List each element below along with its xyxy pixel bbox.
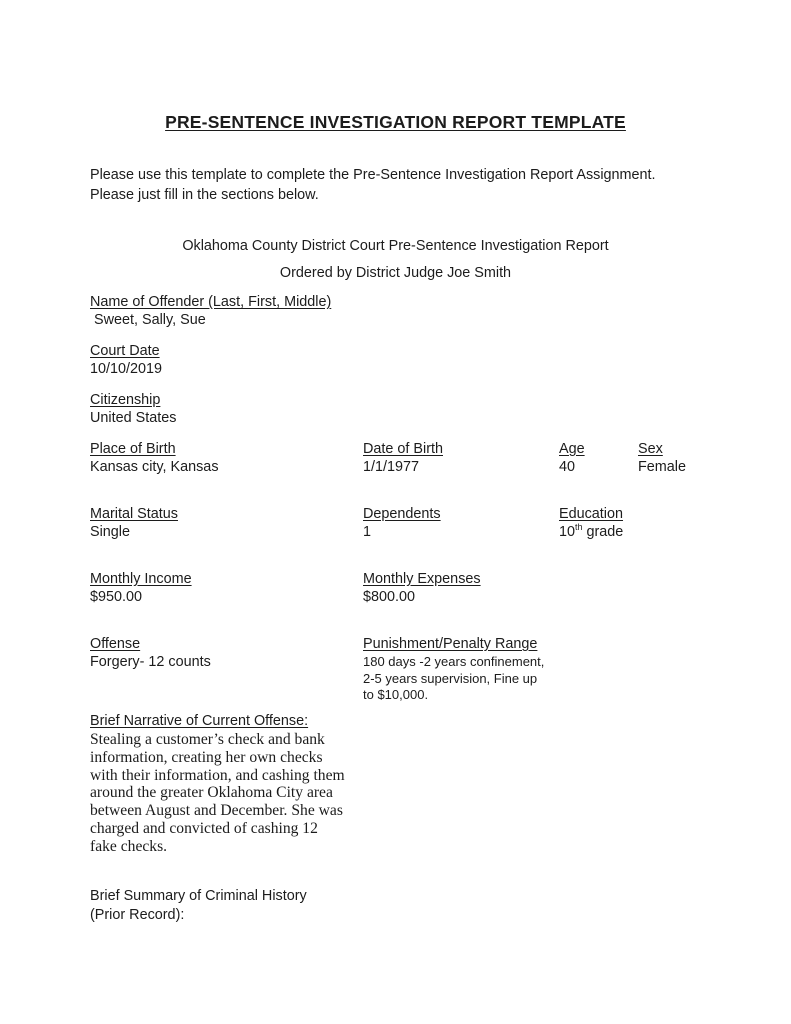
narrative-line-4: around the greater Oklahoma City area (90, 784, 333, 802)
criminal-history-line-2: (Prior Record): (90, 907, 185, 923)
field-court-date-label: Court Date (90, 343, 160, 359)
field-place-of-birth (90, 441, 219, 476)
field-monthly-income-value: $950.00 (90, 589, 143, 605)
narrative-line-5: between August and December. She was (90, 802, 343, 820)
field-age-label: Age (559, 441, 585, 457)
field-education-grade-number: 10 (559, 524, 576, 540)
field-age-value: 40 (559, 459, 576, 475)
field-sex-value: Female (638, 459, 686, 475)
field-education-grade-suffix: grade (582, 524, 624, 540)
field-dependents-value: 1 (363, 524, 372, 540)
field-marital-status-label: Marital Status (90, 506, 178, 522)
narrative-line-1: Stealing a customer’s check and bank (90, 731, 325, 748)
field-date-of-birth (363, 441, 443, 476)
field-narrative-label (90, 713, 308, 729)
field-monthly-income (90, 571, 192, 606)
ordered-by-line: Ordered by District Judge Joe Smith (279, 265, 512, 281)
field-date-of-birth-value: 1/1/1977 (363, 459, 420, 475)
intro-line-1: Please use this template to complete the Pre-Sentence Investigation Report Assignment. (90, 167, 656, 183)
narrative-line-2: information, creating her own checks (90, 748, 323, 766)
field-offense (90, 636, 211, 671)
field-education-value (559, 524, 623, 541)
field-punishment-range-line-1: 180 days -2 years confinement, (363, 654, 545, 669)
field-sex (638, 441, 686, 476)
field-name-of-offender-label: Name of Offender (Last, First, Middle) (90, 294, 332, 310)
field-marital-status (90, 506, 178, 541)
field-offense-label: Offense (90, 636, 141, 652)
field-sex-label: Sex (638, 441, 663, 457)
intro-paragraph (90, 165, 690, 205)
field-punishment-range-label: Punishment/Penalty Range (363, 636, 538, 652)
page-title (0, 112, 791, 133)
field-citizenship (90, 392, 176, 427)
field-education-grade-ordinal: th (575, 522, 583, 533)
field-name-of-offender (90, 294, 331, 329)
court-header: Oklahoma County District Court Pre-Sentence Investigation Report (182, 238, 609, 254)
field-citizenship-value: United States (90, 410, 177, 426)
field-monthly-expenses (363, 571, 481, 606)
field-narrative-value (90, 731, 365, 856)
field-marital-status-value: Single (90, 524, 131, 540)
intro-line-2: Please just fill in the sections below. (90, 187, 319, 203)
field-court-date (90, 343, 162, 378)
field-offense-value: Forgery- 12 counts (90, 654, 211, 670)
field-monthly-income-label: Monthly Income (90, 571, 192, 587)
field-criminal-history-label (90, 887, 307, 925)
criminal-history-line-1: Brief Summary of Criminal History (90, 888, 307, 904)
page-title-text: PRE-SENTENCE INVESTIGATION REPORT TEMPLATE (165, 112, 626, 132)
narrative-line-3: with their information, and cashing them (90, 766, 345, 784)
field-place-of-birth-label: Place of Birth (90, 441, 176, 457)
field-punishment-range-line-2: 2-5 years supervision, Fine up (363, 670, 538, 686)
field-punishment-range-line-3: to $10,000. (363, 687, 429, 702)
field-citizenship-label: Citizenship (90, 392, 161, 408)
field-date-of-birth-label: Date of Birth (363, 441, 443, 457)
field-place-of-birth-value: Kansas city, Kansas (90, 459, 219, 475)
field-education-label: Education (559, 506, 624, 522)
field-narrative-label-text: Brief Narrative of Current Offense: (90, 713, 309, 729)
narrative-line-7: fake checks. (90, 837, 168, 855)
field-name-of-offender-value: Sweet, Sally, Sue (90, 312, 206, 328)
narrative-line-6: charged and convicted of cashing 12 (90, 819, 318, 837)
field-court-date-value: 10/10/2019 (90, 361, 163, 377)
field-education (559, 506, 623, 541)
field-punishment-range (363, 636, 544, 703)
field-monthly-expenses-label: Monthly Expenses (363, 571, 481, 587)
field-age (559, 441, 585, 476)
field-monthly-expenses-value: $800.00 (363, 589, 416, 605)
field-dependents (363, 506, 441, 541)
field-dependents-label: Dependents (363, 506, 441, 522)
